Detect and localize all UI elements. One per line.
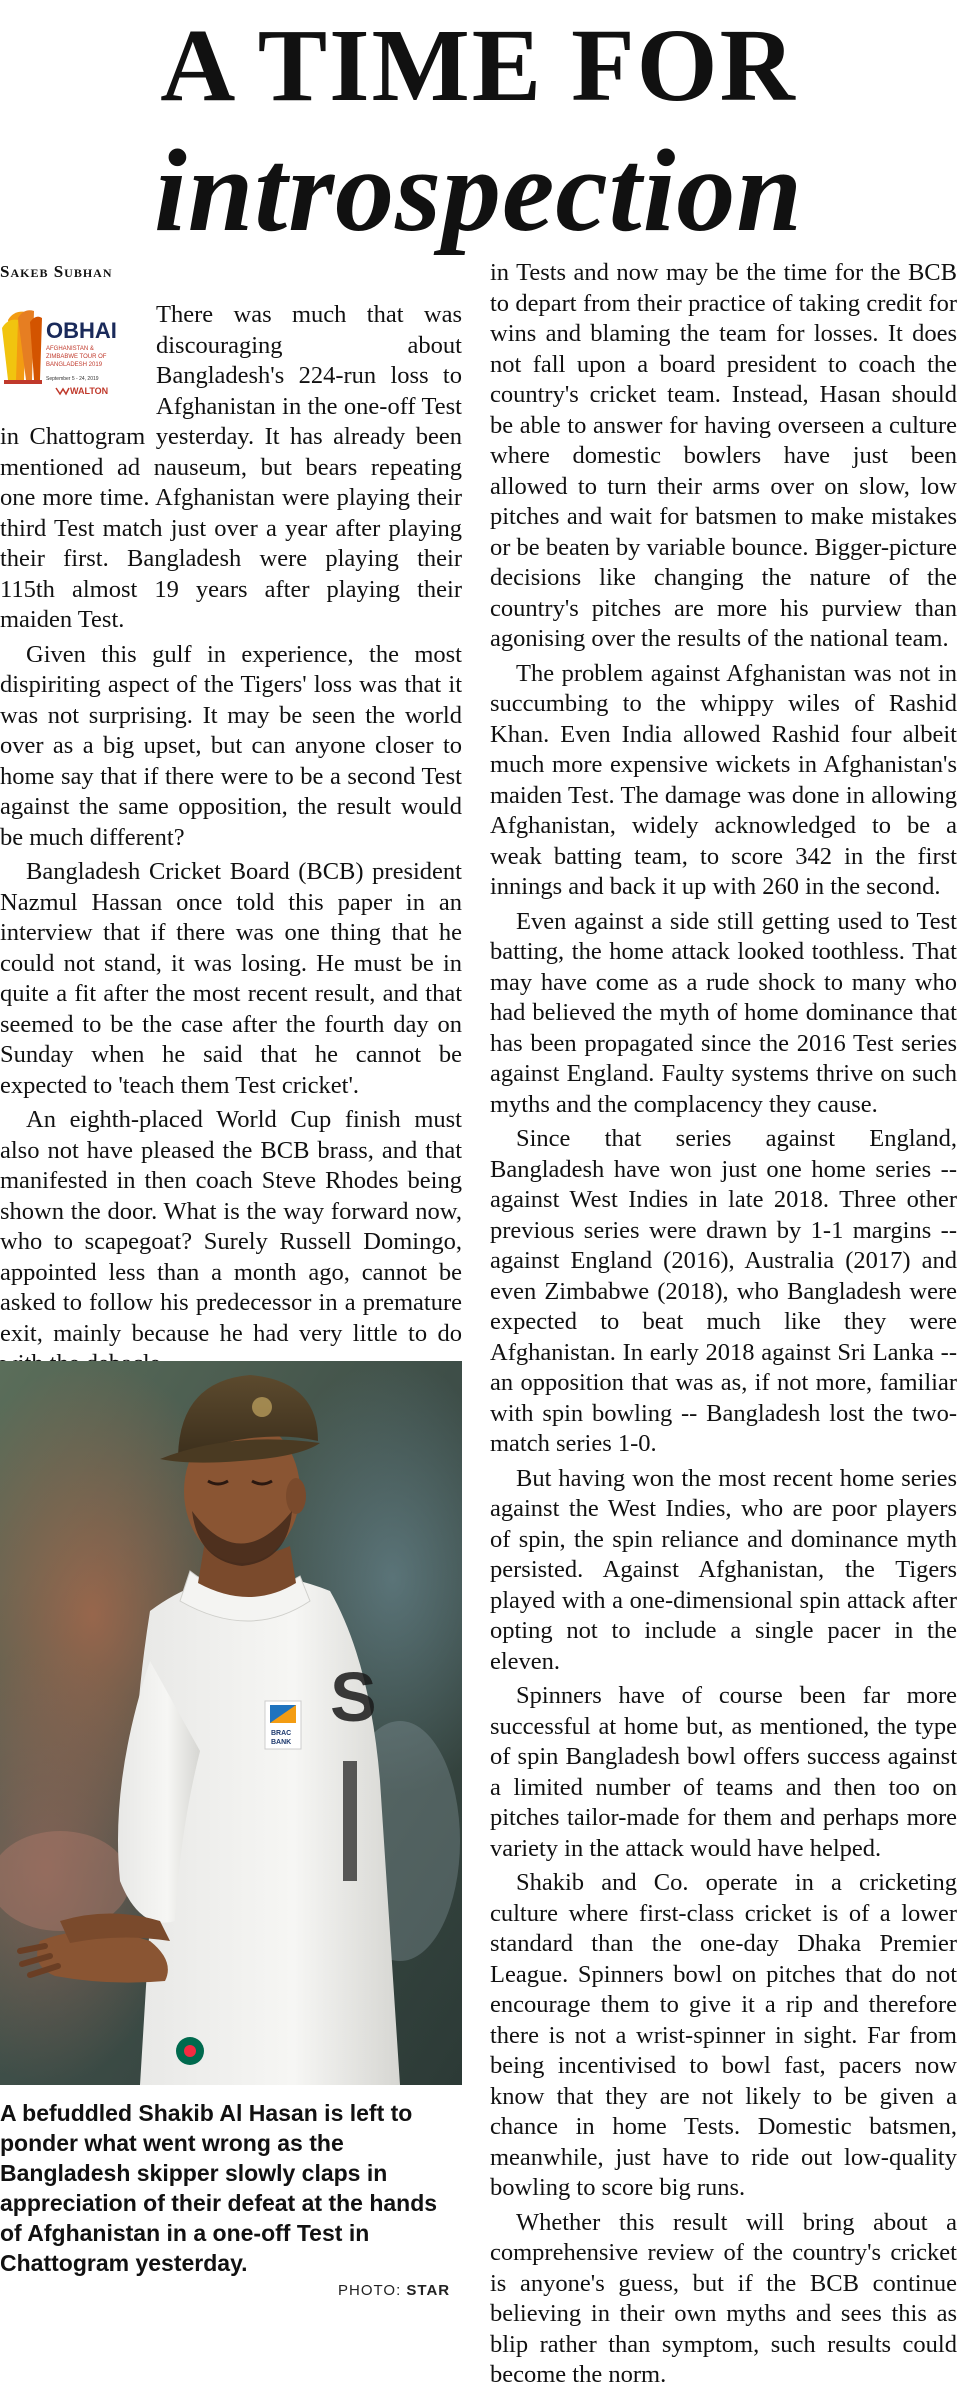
brac-bank-patch (265, 1701, 301, 1749)
logo-dates: September 5 - 24, 2019 (46, 376, 99, 382)
article-column-right (490, 258, 957, 2395)
photo-caption: A befuddled Shakib Al Hasan is left to ponder what went wrong as the Bangladesh skipper slowly claps in appreciation of their defeat at the hands of Afghanistan in a one-off Test in Chattogram yesterday. (0, 2100, 438, 2276)
headline-line-2: introspection (154, 125, 803, 256)
svg-text:BRAC: BRAC (271, 1730, 292, 1737)
logo-brand: OBHAI (46, 318, 117, 343)
article-column-left (0, 300, 462, 1418)
obhai-logo-icon (0, 306, 142, 404)
paragraph: Whether this result will bring about a comprehensive review of the country's cricket is anyone's guess, but if the BCB continue believing in their own myths and sees this as blip rather than symptom, such results could become the norm. (490, 2208, 957, 2388)
paragraph: Since that series against England, Bangladesh have won just one home series -- against West Indies in late 2018. Three other previous series were drawn by 1-1 margins -- against England (2016), Australia (2017) and even Zimbabwe (2018), who Bangladesh were expected to beat much like they were Afghanistan. In early 2018 against Sri Lanka -- an opposition that was as, if not more, familiar with spin bowling -- Bangladesh lost the two-match series 1-0. (490, 1125, 957, 1457)
headline (0, 8, 957, 256)
paragraph: Shakib and Co. operate in a cricketing culture where first-class cricket is of a lower standard than the one-day Dhaka Premier League. Spinners bowl on pitches that do not encourage them to give it a rip and therefore there is not a wrist-spinner in sight. Far from being incentivised to bowl fast, pacers now know that they are not likely to be given a chance in home Tests. Domestic batsmen, meanwhile, just have to ride out low-quality bowling to score big runs. (490, 1869, 957, 2201)
paragraph: The problem against Afghanistan was not in succumbing to the whippy wiles of Rashid Khan. Even India allowed Rashid four albeit much more expensive wickets in Afghanistan's maiden Test. The damage was done in allowing Afghanistan, widely acknowledged to be a weak batting team, to score 342 in the first innings and back it up with 260 in the second. (490, 659, 957, 900)
player-photo (0, 1361, 462, 2085)
paragraph: An eighth-placed World Cup finish must also not have pleased the BCB brass, and that manifested in then coach Steve Rhodes being shown the door. What is the way forward now, who to scapegoat? Surely Russell Domingo, appointed less than a month ago, cannot be asked to follow his predecessor in a premature exit, mainly because he had very little to do (0, 1106, 462, 1347)
credit-source: STAR (406, 2282, 451, 2299)
paragraph: But having won the most recent home series against the West Indies, who are poor players of spin, the spin reliance and dominance myth persisted. Against Afghanistan, the Tigers played with a one-dimensional spin attack after opting not to include a single pacer in the eleven. (490, 1464, 957, 1675)
headline-line-1: A TIME FOR (160, 8, 797, 123)
byline: Sakeb Subhan (0, 262, 113, 281)
svg-text:AFGHANISTAN & ZIMBABWE: AFGHANISTAN & ZIMBABWE TOUR OF BANGLADESH 2019 (46, 346, 107, 368)
paragraph: Bangladesh Cricket Board (BCB) president Nazmul Hassan once told this paper in an interview that if there was one thing that he could not stand, it was losing. He must be in quite a fit after the most recent result, and that seemed to be the case after the fourth day on Sunday when he said that he cannot be expected to 'teach them Test cricket'. (0, 858, 462, 1099)
shirt-letter: S (330, 1658, 377, 1736)
series-logo (0, 306, 142, 404)
stumps-graphic (2, 310, 42, 384)
svg-text:BANK: BANK (271, 1739, 292, 1746)
paragraph: in Tests and now may be the time for the BCB to depart from their practice of taking credit for wins and blaming the team for losses. It does not fall upon a board president to coach the country's cricket team. Instead, Hasan should be able to answer for having overseen a culture where domestic bowlers have just been allowed to turn their arms over on slow, low pitches and wait for batsmen to make mistakes or be beaten by variable bounce. Bigger-picture decisions like changing the nature of the country's pitches are more his purview than agonising over the results of the national team. (490, 259, 957, 652)
paragraph: Even against a side still getting used to Test batting, the home attack looked toothless. That may have come as a rude shock to many who had believed the myth of home dominance that has been propagated since the 2016 Test series against England. Faulty systems thrive on such myths and the complacency they cause. (490, 907, 957, 1118)
photo-credit (338, 2282, 450, 2299)
cricketer-image (0, 1361, 462, 2085)
logo-sponsor: WALTON (70, 386, 109, 396)
credit-label: PHOTO: (338, 2282, 402, 2299)
paragraph: Given this gulf in experience, the most dispiriting aspect of the Tigers' loss was that it was not surprising. It may be seen the world over as a big upset, but can anyone closer to home say that if there were to be a second Test against the same opposition, the result would be much different? (0, 640, 462, 851)
bcb-crest (176, 2037, 204, 2065)
paragraph: There was much that was discouraging about Bangladesh's 224-run loss to Afghanistan in the one-off Test in Chattogram yesterday. It has already been mentioned ad nauseum, but bears repeating one more time. Afghanistan were playing their third Test match just over a year after playing their first. Bangladesh were playing their 115th almost 19 years after playing their maiden Test. (0, 301, 462, 633)
paragraph: Spinners have of course been far more successful at home but, as mentioned, the type of spin Bangladesh bowl offers success against a limited number of teams and then too on pitches tailor-made for them and perhaps more variety in the attack would have helped. (490, 1682, 957, 1862)
